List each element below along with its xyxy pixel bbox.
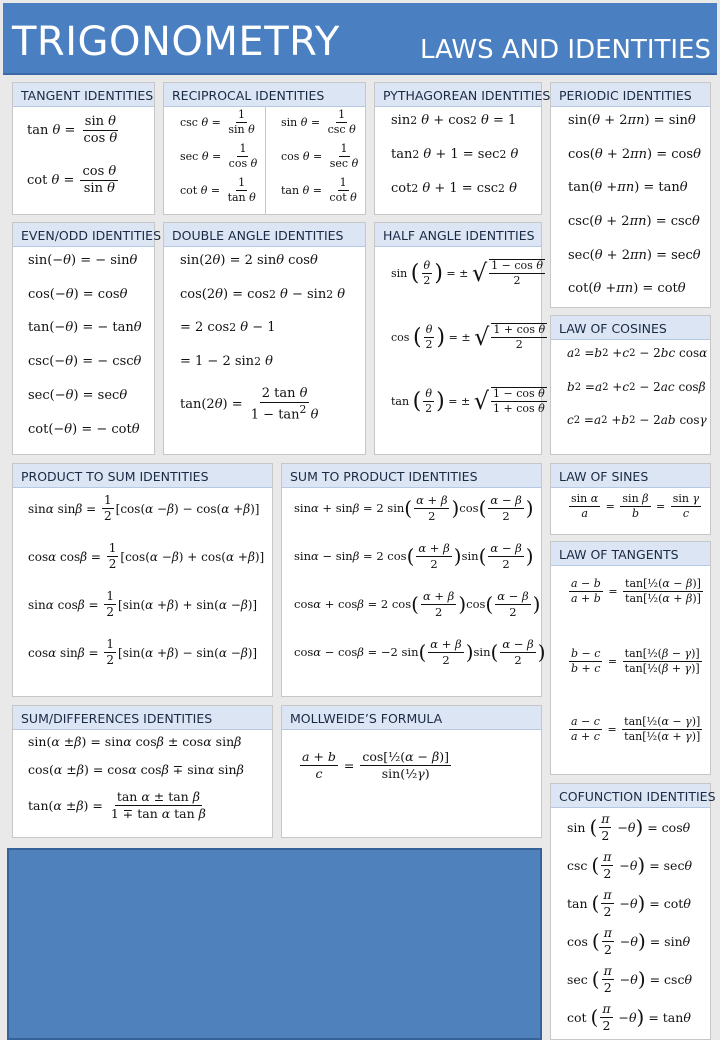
formula: tan( α ± β ) = $\frac{\text{tan α ± tan β}}{\text{1 ∓ tan α tan β}}$ bbox=[28, 789, 206, 821]
section-title: RECIPROCAL IDENTITIES bbox=[164, 83, 365, 107]
formula: csc(− θ ) = − csc θ bbox=[28, 354, 142, 369]
formula: cos α sin β = $\frac{1}{2}$ [sin( α + β ) − sin( α − β )] bbox=[28, 637, 258, 668]
formula: sin ( $\frac{\pi}{2}$ − θ ) = cos θ bbox=[567, 811, 691, 843]
formula: tan(2 θ ) = $\frac{\text{2 tan θ}}{1 - \tan^2 \theta}$ bbox=[180, 386, 319, 423]
formula: csc( θ + 2 πn ) = csc θ bbox=[568, 214, 700, 229]
formula: cos α − cos β = −2 sin ( $\frac{\alpha + \beta}{2}$ ) sin ( $\frac{\alpha - \beta}{2}$ ) bbox=[294, 637, 546, 667]
formula: tan 2 θ + 1 = sec 2 θ bbox=[391, 147, 519, 162]
product-to-sum-panel bbox=[12, 463, 273, 697]
even-odd-identities-panel bbox=[12, 222, 162, 455]
formula: cos(2 θ ) = cos 2 θ − sin 2 θ bbox=[180, 287, 346, 302]
formula: tan( θ + πn ) = tan θ bbox=[568, 180, 688, 195]
cofunction-identities-panel bbox=[550, 783, 716, 1040]
formula: sin α cos β = $\frac{1}{2}$ [sin( α + β ) + sin( α − β )] bbox=[28, 589, 258, 620]
section-title: LAW OF SINES bbox=[551, 464, 710, 488]
formula: sin(2 θ ) = 2 sin θ cos θ bbox=[180, 253, 318, 268]
formula: csc θ = $\frac{1}{\text{sin θ}}$ bbox=[180, 108, 255, 137]
sum-differences-panel bbox=[12, 705, 273, 838]
formula: cos( α ± β ) = cos α cos β ∓ sin α sin β bbox=[28, 762, 244, 777]
formula: cos(− θ ) = cos θ bbox=[28, 287, 128, 302]
formula: sin( θ + 2 πn ) = sin θ bbox=[568, 113, 696, 128]
formula: c 2 = a 2 + b 2 − 2 ab cos γ bbox=[567, 413, 707, 427]
formula: = 1 − 2 sin 2 θ bbox=[180, 354, 273, 369]
formula: cot( θ + πn ) = cot θ bbox=[568, 281, 686, 296]
sum-to-product-panel bbox=[281, 463, 546, 697]
formula: $\frac{\text{sin α}}{a}$ = $\frac{\text{sin β}}{b}$ = $\frac{\text{sin γ}}{c}$ bbox=[571, 492, 700, 521]
formula: tan θ = $\frac{\text{sin θ}}{\text{cos θ}}$ bbox=[27, 114, 118, 147]
section-title: PYTHAGOREAN IDENTITIES bbox=[375, 83, 541, 107]
double-angle-identities-panel bbox=[163, 222, 366, 455]
formula: cos ( $\frac{\theta}{2}$ ) = ± √ $\frac{\text{1 + cos θ}}{2}$ bbox=[391, 322, 546, 352]
formula: sin 2 θ + cos 2 θ = 1 bbox=[391, 113, 517, 128]
section-title: MOLLWEIDE’S FORMULA bbox=[282, 706, 541, 730]
formula: $\frac{a + b}{c}$ = $\frac{\text{cos[½(α − β)]}}{\text{sin(½γ)}}$ bbox=[302, 749, 449, 781]
section-title: HALF ANGLE IDENTITIES bbox=[375, 223, 541, 247]
formula: sin α + sin β = 2 sin ( $\frac{\alpha + \beta}{2}$ ) cos ( $\frac{\alpha - \beta}{2}$ ) bbox=[294, 493, 534, 523]
formula: cos θ = $\frac{1}{\text{sec θ}}$ bbox=[281, 142, 359, 171]
formula: sin α − sin β = 2 cos ( $\frac{\alpha + \beta}{2}$ ) sin ( $\frac{\alpha - \beta}{2}$ ) bbox=[294, 541, 534, 571]
formula: tan ( $\frac{\theta}{2}$ ) = ± √ $\frac{\text{1 − cos θ}}{\text{1 + cos θ}}$ bbox=[391, 386, 545, 416]
formula: sin(− θ ) = − sin θ bbox=[28, 253, 138, 268]
formula: cos( θ + 2 πn ) = cos θ bbox=[568, 147, 701, 162]
section-title: EVEN/ODD IDENTITIES bbox=[13, 223, 154, 247]
section-title: PRODUCT TO SUM IDENTITIES bbox=[13, 464, 272, 488]
formula: $\frac{a - c}{a + c}$ = $\frac{\text{tan[½(α − γ)]}}{\text{tan[½(α + γ)]}}$ bbox=[571, 715, 701, 744]
formula: a 2 = b 2 + c 2 − 2 bc cos α bbox=[567, 346, 708, 360]
bottom-blue-box bbox=[7, 848, 542, 1040]
page-subtitle: LAWS AND IDENTITIES bbox=[419, 35, 711, 65]
formula: sec ( $\frac{\pi}{2}$ − θ ) = csc θ bbox=[567, 963, 692, 995]
formula: sin( α ± β ) = sin α cos β ± cos α sin β bbox=[28, 734, 242, 749]
page-header bbox=[3, 3, 717, 75]
formula: cot 2 θ + 1 = csc 2 θ bbox=[391, 181, 517, 196]
section-title: DOUBLE ANGLE IDENTITIES bbox=[164, 223, 365, 247]
formula: sec( θ + 2 πn ) = sec θ bbox=[568, 248, 701, 263]
tangent-identities-panel bbox=[12, 82, 155, 215]
law-of-cosines-panel bbox=[550, 315, 711, 455]
mollweide-panel bbox=[281, 705, 542, 838]
formula: cot θ = $\frac{\text{cos θ}}{\text{sin θ}}$ bbox=[27, 164, 117, 197]
formula: cot(− θ ) = − cot θ bbox=[28, 422, 140, 437]
formula: tan θ = $\frac{1}{\text{cot θ}}$ bbox=[281, 176, 357, 205]
section-title: LAW OF TANGENTS bbox=[551, 542, 710, 566]
reciprocal-identities-panel bbox=[163, 82, 366, 215]
divider bbox=[265, 107, 266, 214]
formula: sin ( $\frac{\theta}{2}$ ) = ± √ $\frac{\text{1 − cos θ}}{2}$ bbox=[391, 258, 543, 288]
periodic-identities-panel bbox=[550, 82, 711, 308]
formula: cot θ = $\frac{1}{\text{tan θ}}$ bbox=[180, 176, 256, 205]
formula: cot ( $\frac{\pi}{2}$ − θ ) = tan θ bbox=[567, 1001, 691, 1033]
formula: b 2 = a 2 + c 2 − 2 ac cos β bbox=[567, 380, 706, 394]
section-title: SUM TO PRODUCT IDENTITIES bbox=[282, 464, 541, 488]
formula: cos α + cos β = 2 cos ( $\frac{\alpha + \beta}{2}$ ) cos ( $\frac{\alpha - \beta}{2}$ ) bbox=[294, 589, 541, 619]
formula: tan(− θ ) = − tan θ bbox=[28, 320, 142, 335]
section-title: LAW OF COSINES bbox=[551, 316, 710, 340]
formula: csc ( $\frac{\pi}{2}$ − θ ) = sec θ bbox=[567, 849, 692, 881]
section-title: PERIODIC IDENTITIES bbox=[551, 83, 710, 107]
law-of-sines-panel bbox=[550, 463, 711, 535]
page-title: TRIGONOMETRY bbox=[12, 19, 340, 65]
formula: tan ( $\frac{\pi}{2}$ − θ ) = cot θ bbox=[567, 887, 691, 919]
pythagorean-identities-panel bbox=[374, 82, 551, 215]
section-title: SUM/DIFFERENCES IDENTITIES bbox=[13, 706, 272, 730]
formula: = 2 cos 2 θ − 1 bbox=[180, 320, 276, 335]
formula: sin α sin β = $\frac{1}{2}$ [cos( α − β ) − cos( α + β )] bbox=[28, 493, 260, 524]
formula: cos α cos β = $\frac{1}{2}$ [cos( α − β ) + cos( α + β )] bbox=[28, 541, 265, 572]
formula: $\frac{a - b}{a + b}$ = $\frac{\text{tan[½(α − β)]}}{\text{tan[½(α + β)]}}$ bbox=[571, 577, 701, 606]
formula: sec θ = $\frac{1}{\text{cos θ}}$ bbox=[180, 142, 258, 171]
law-of-tangents-panel bbox=[550, 541, 711, 775]
section-title: TANGENT IDENTITIES bbox=[13, 83, 154, 107]
formula: sin θ = $\frac{1}{\text{csc θ}}$ bbox=[281, 108, 356, 137]
formula: sec(− θ ) = sec θ bbox=[28, 388, 128, 403]
half-angle-identities-panel bbox=[374, 222, 546, 455]
section-title: COFUNCTION IDENTITIES bbox=[551, 784, 710, 808]
formula: $\frac{b - c}{b + c}$ = $\frac{\text{tan[½(β − γ)]}}{\text{tan[½(β + γ)]}}$ bbox=[571, 647, 700, 676]
formula: cos ( $\frac{\pi}{2}$ − θ ) = sin θ bbox=[567, 925, 691, 957]
